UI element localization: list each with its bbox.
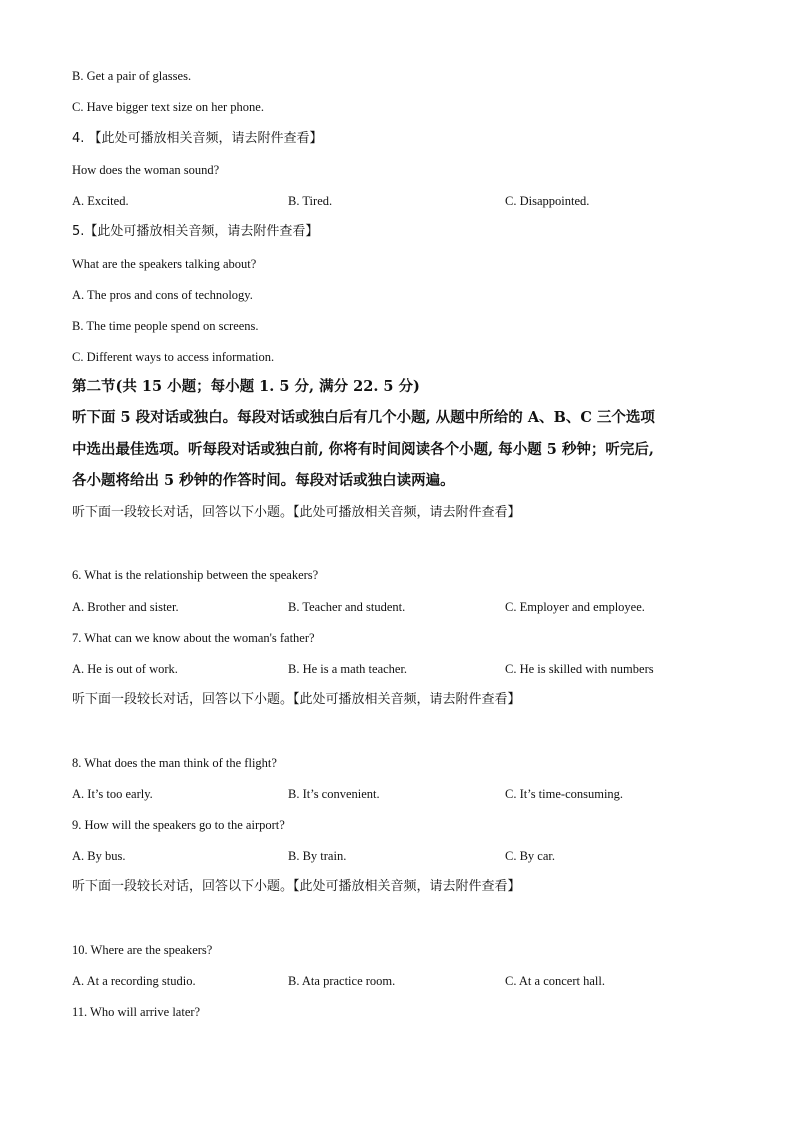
option-a: A. Brother and sister. — [72, 600, 179, 614]
option-b: B. It’s convenient. — [288, 787, 380, 801]
option-line: C. Have bigger text size on her phone. — [72, 100, 264, 114]
option-a: A. Excited. — [72, 194, 129, 208]
option-b: B. Teacher and student. — [288, 600, 406, 614]
audio-placeholder: 4. 【此处可播放相关音频，请去附件查看】 — [72, 131, 323, 146]
option-a: A. It’s too early. — [72, 787, 153, 801]
question-text: How does the woman sound? — [72, 163, 220, 177]
section-instructions: 中选出最佳选项。听每段对话或独白前, 你将有时间阅读各个小题, 每小题 5 秒钟；听完后, — [72, 441, 654, 458]
option-line: C. Different ways to access information. — [72, 350, 275, 364]
option-line: B. Get a pair of glasses. — [72, 69, 192, 83]
question-text: 6. What is the relationship between the speakers? — [72, 568, 319, 582]
audio-placeholder: 5.【此处可播放相关音频，请去附件查看】 — [72, 224, 319, 239]
question-text: What are the speakers talking about? — [72, 257, 257, 271]
option-line: B. The time people spend on screens. — [72, 319, 259, 333]
question-text: 8. What does the man think of the flight? — [72, 756, 277, 770]
option-c: C. By car. — [505, 849, 555, 863]
option-a: A. At a recording studio. — [72, 974, 196, 988]
option-c: C. It’s time-consuming. — [505, 787, 624, 801]
option-b: B. He is a math teacher. — [288, 662, 408, 676]
option-c: C. He is skilled with numbers — [505, 662, 654, 676]
question-text: 7. What can we know about the woman's father? — [72, 631, 315, 645]
listening-prompt: 听下面一段较长对话，回答以下小题。【此处可播放相关音频，请去附件查看】 — [72, 879, 521, 894]
option-b: B. Ata practice room. — [288, 974, 396, 988]
option-a: A. By bus. — [72, 849, 126, 863]
question-text: 10. Where are the speakers? — [72, 943, 213, 957]
section-instructions: 各小题将给出 5 秒钟的作答时间。每段对话或独白读两遍。 — [72, 472, 455, 489]
listening-prompt: 听下面一段较长对话，回答以下小题。【此处可播放相关音频，请去附件查看】 — [72, 505, 521, 520]
option-c: C. At a concert hall. — [505, 974, 605, 988]
question-text: 9. How will the speakers go to the airport? — [72, 818, 285, 832]
option-a: A. He is out of work. — [72, 662, 178, 676]
listening-prompt: 听下面一段较长对话，回答以下小题。【此处可播放相关音频，请去附件查看】 — [72, 692, 521, 707]
question-text: 11. Who will arrive later? — [72, 1005, 201, 1019]
option-b: B. By train. — [288, 849, 347, 863]
option-c: C. Employer and employee. — [505, 600, 645, 614]
section-instructions: 听下面 5 段对话或独白。每段对话或独白后有几个小题, 从题中所给的 A、B、C 三个选项 — [72, 409, 655, 426]
option-c: C. Disappointed. — [505, 194, 590, 208]
option-line: A. The pros and cons of technology. — [72, 288, 253, 302]
option-b: B. Tired. — [288, 194, 333, 208]
section-title: 第二节(共 15 小题；每小题 1. 5 分, 满分 22. 5 分) — [72, 378, 420, 395]
